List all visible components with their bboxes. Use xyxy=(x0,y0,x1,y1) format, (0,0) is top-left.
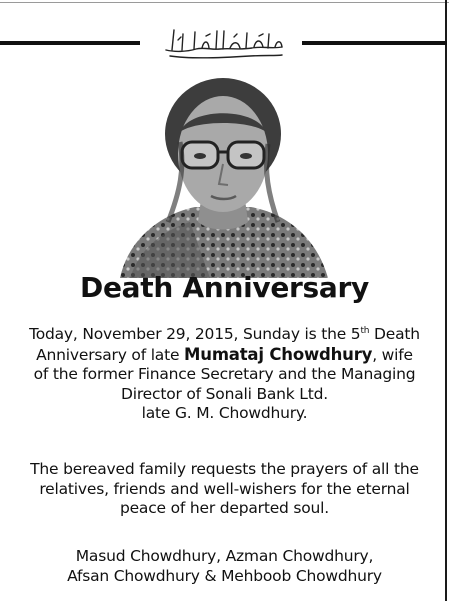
prayer-request-line-3: peace of her departed soul. xyxy=(119,499,330,517)
prayer-request-line-2: relatives, friends and well-wishers for the eternal xyxy=(39,479,410,498)
family-line-1: Masud Chowdhury, Azman Chowdhury, xyxy=(75,547,374,565)
announcement-line-1-prefix: Today, November 29, 2015, Sunday is the 5 xyxy=(29,325,361,343)
page-title: Death Anniversary xyxy=(80,271,369,304)
header-rule-left xyxy=(0,41,140,45)
announcement-text xyxy=(0,325,449,424)
deceased-name: Mumataj Chowdhury xyxy=(184,344,373,364)
announcement-line-3: of the former Finance Secretary and the Managing xyxy=(33,365,416,383)
announcement-line-2 xyxy=(0,345,449,366)
announcement-line-2-suffix: , wife xyxy=(372,345,413,364)
announcement-line-1 xyxy=(0,325,449,345)
bismillah-calligraphy xyxy=(160,22,288,62)
announcement-line-2-prefix: Anniversary of late xyxy=(36,345,185,364)
deceased-portrait-photo xyxy=(110,72,336,278)
announcement-line-1-suffix: Death xyxy=(369,325,420,343)
header-rule-right xyxy=(302,41,447,45)
prayer-request-line-1: The bereaved family requests the prayers of all the xyxy=(30,460,419,478)
top-border xyxy=(0,2,449,3)
family-signature xyxy=(0,547,449,586)
announcement-line-4: Director of Sonali Bank Ltd. xyxy=(121,384,328,403)
prayer-request-text xyxy=(0,460,449,519)
ordinal-superscript: th xyxy=(360,325,370,336)
announcement-line-5: late G. M. Chowdhury. xyxy=(141,404,308,422)
family-line-2: Afsan Chowdhury & Mehboob Chowdhury xyxy=(67,566,382,585)
